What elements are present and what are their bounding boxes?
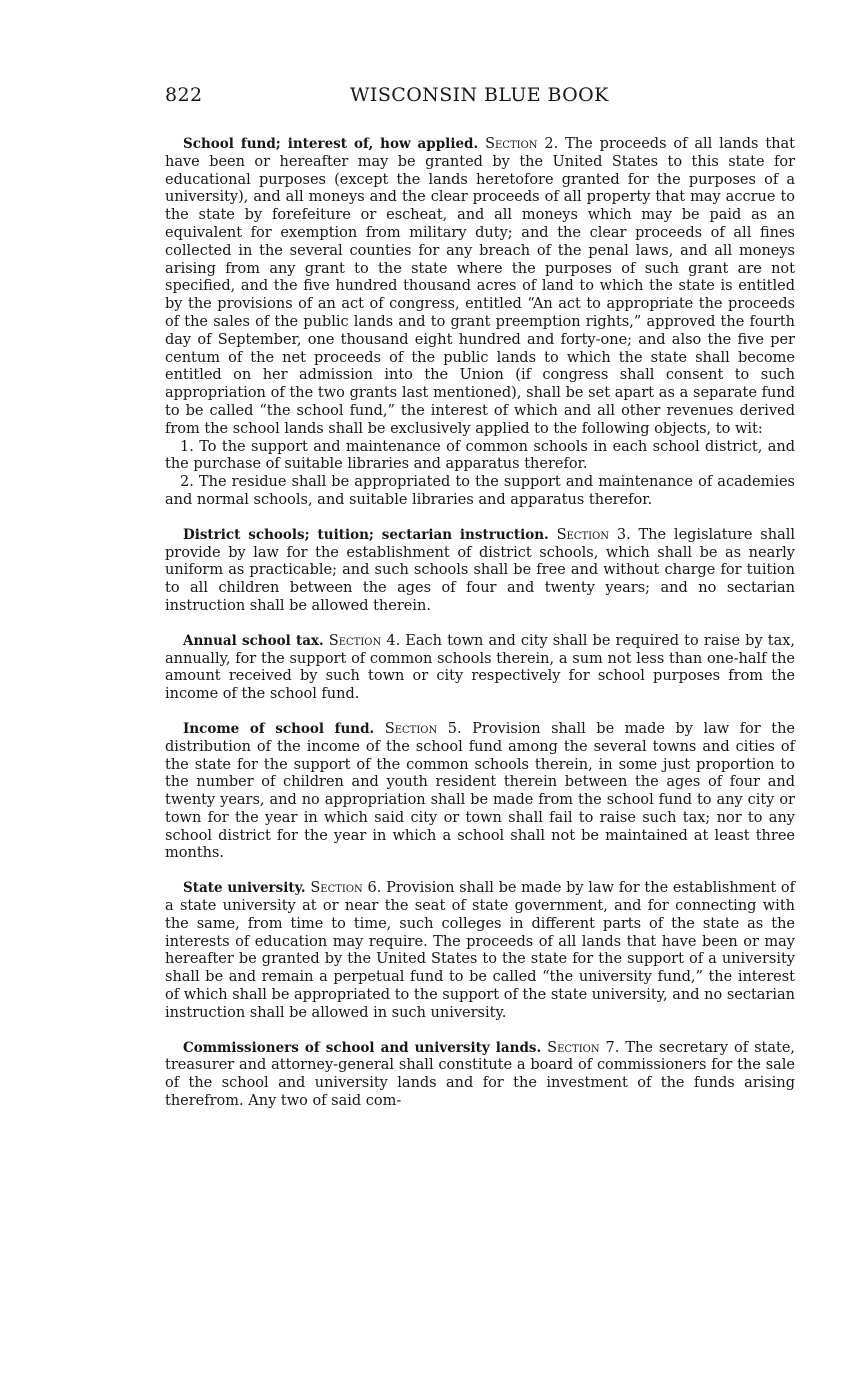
section-heading: Annual school tax. [183, 632, 324, 649]
section-3-district-schools [165, 527, 795, 616]
section-text: Each town and city shall be required to raise by tax, annually, for the support of common schools therein, a sum not less than one-half the amount received by such town or city respectively for school purposes from the income of the school fund. [165, 632, 796, 703]
section-heading: District schools; tuition; sectarian instruction. [183, 526, 549, 543]
section-7-commissioners [165, 1040, 795, 1111]
section-paragraph [165, 527, 795, 616]
section-text: The proceeds of all lands that have been or hereafter may be granted by the United States to this state for educational purposes (except the lands heretofore granted for the purposes of a university), and all moneys and the clear proceeds of all property that may accrue to the state by forefeiture or escheat, and all moneys which may be paid as an equivalent for exemption from military duty; and the clear proceeds of all fines collected in the several counties for any breach of the penal laws, and all moneys arising from any grant to the state where the purposes of such grant are not specified, and the five hundred thousand acres of land to which the state is entitled by the provisions of an act of congress, entitled “An act to appropriate the proceeds of the sales of the public lands and to grant preemption rights,” approved the fourth day of September, one thousand eight hundred and forty-one; and also the five per centum of the net proceeds of the public lands to which the state shall become entitled on her admission into the Union (if congress shall consent to such appropriation of the two grants last mentioned), shall be set apart as a separate fund to be called “the school fund,” the interest of which and all other revenues derived from the school lands shall be exclusively applied to the following objects, to wit: [165, 136, 796, 437]
section-heading: Commissioners of school and university lands. [183, 1039, 542, 1056]
section-text: The secretary of state, treasurer and attorney-general shall constitute a board of commissioners for the sale of the school and university lands and for the investment of the funds arising therefrom. Any two of said com- [165, 1039, 796, 1110]
section-4-annual-school-tax [165, 633, 795, 704]
section-label: Section 3. [556, 526, 631, 543]
section-2-school-fund [165, 136, 795, 510]
section-heading: State university. [183, 880, 306, 897]
page-number: 822 [165, 84, 203, 106]
list-item: 1. To the support and maintenance of common schools in each school district, and the purchase of suitable libraries and apparatus therefor. [165, 438, 795, 473]
section-paragraph [165, 633, 795, 704]
section-label: Section 7. [547, 1039, 620, 1056]
book-page [165, 84, 795, 1128]
section-text: The legislature shall provide by law for the establishment of district schools, which shall be as nearly uniform as practicable; and such schools shall be free and without charge for tuition to all children between the ages of four and twenty years; and no sectarian instruction shall be allowed therein. [165, 526, 795, 614]
section-paragraph [165, 136, 795, 439]
section-label: Section 5. [384, 720, 462, 737]
section-5-income-of-school-fund [165, 721, 795, 863]
section-paragraph [165, 880, 795, 1022]
section-paragraph [165, 1040, 795, 1111]
page-title: WISCONSIN BLUE BOOK [350, 84, 609, 106]
section-label: Section 4. [328, 632, 401, 649]
section-label: Section 6. [310, 880, 382, 897]
section-heading: School fund; interest of, how applied. [183, 136, 479, 152]
list-item: 2. The residue shall be appropriated to the support and maintenance of academies and normal schools, and suitable libraries and apparatus therefor. [165, 474, 795, 508]
section-label: Section 2. [485, 136, 559, 152]
running-head [165, 84, 795, 110]
section-6-state-university [165, 880, 795, 1022]
section-paragraph [165, 721, 795, 863]
section-heading: Income of school fund. [183, 720, 375, 737]
section-text: Provision shall be made by law for the establishment of a state university at or near the seat of state government, and for connecting with the same, from time to time, such colleges in different parts of the state as the interests of education may require. The proceeds of all lands that have been or may hereafter be granted by the United States to the state for the support of a university shall be and remain a perpetual fund to be called “the university fund,” the interest of which shall be appropriated to the support of the state university, and no sectarian instruction shall be allowed in such university. [165, 880, 796, 1021]
section-text: Provision shall be made by law for the distribution of the income of the school fund among the several towns and cities of the state for the support of the common schools therein, in some just proportion to the number of children and youth resident therein between the ages of four and twenty years, and no appropriation shall be made from the school fund to any city or town for the year in which said city or town shall fail to raise such tax; nor to any school district for the year in which a school shall not be maintained at least three months. [165, 720, 795, 862]
constitution-text [165, 136, 795, 1111]
